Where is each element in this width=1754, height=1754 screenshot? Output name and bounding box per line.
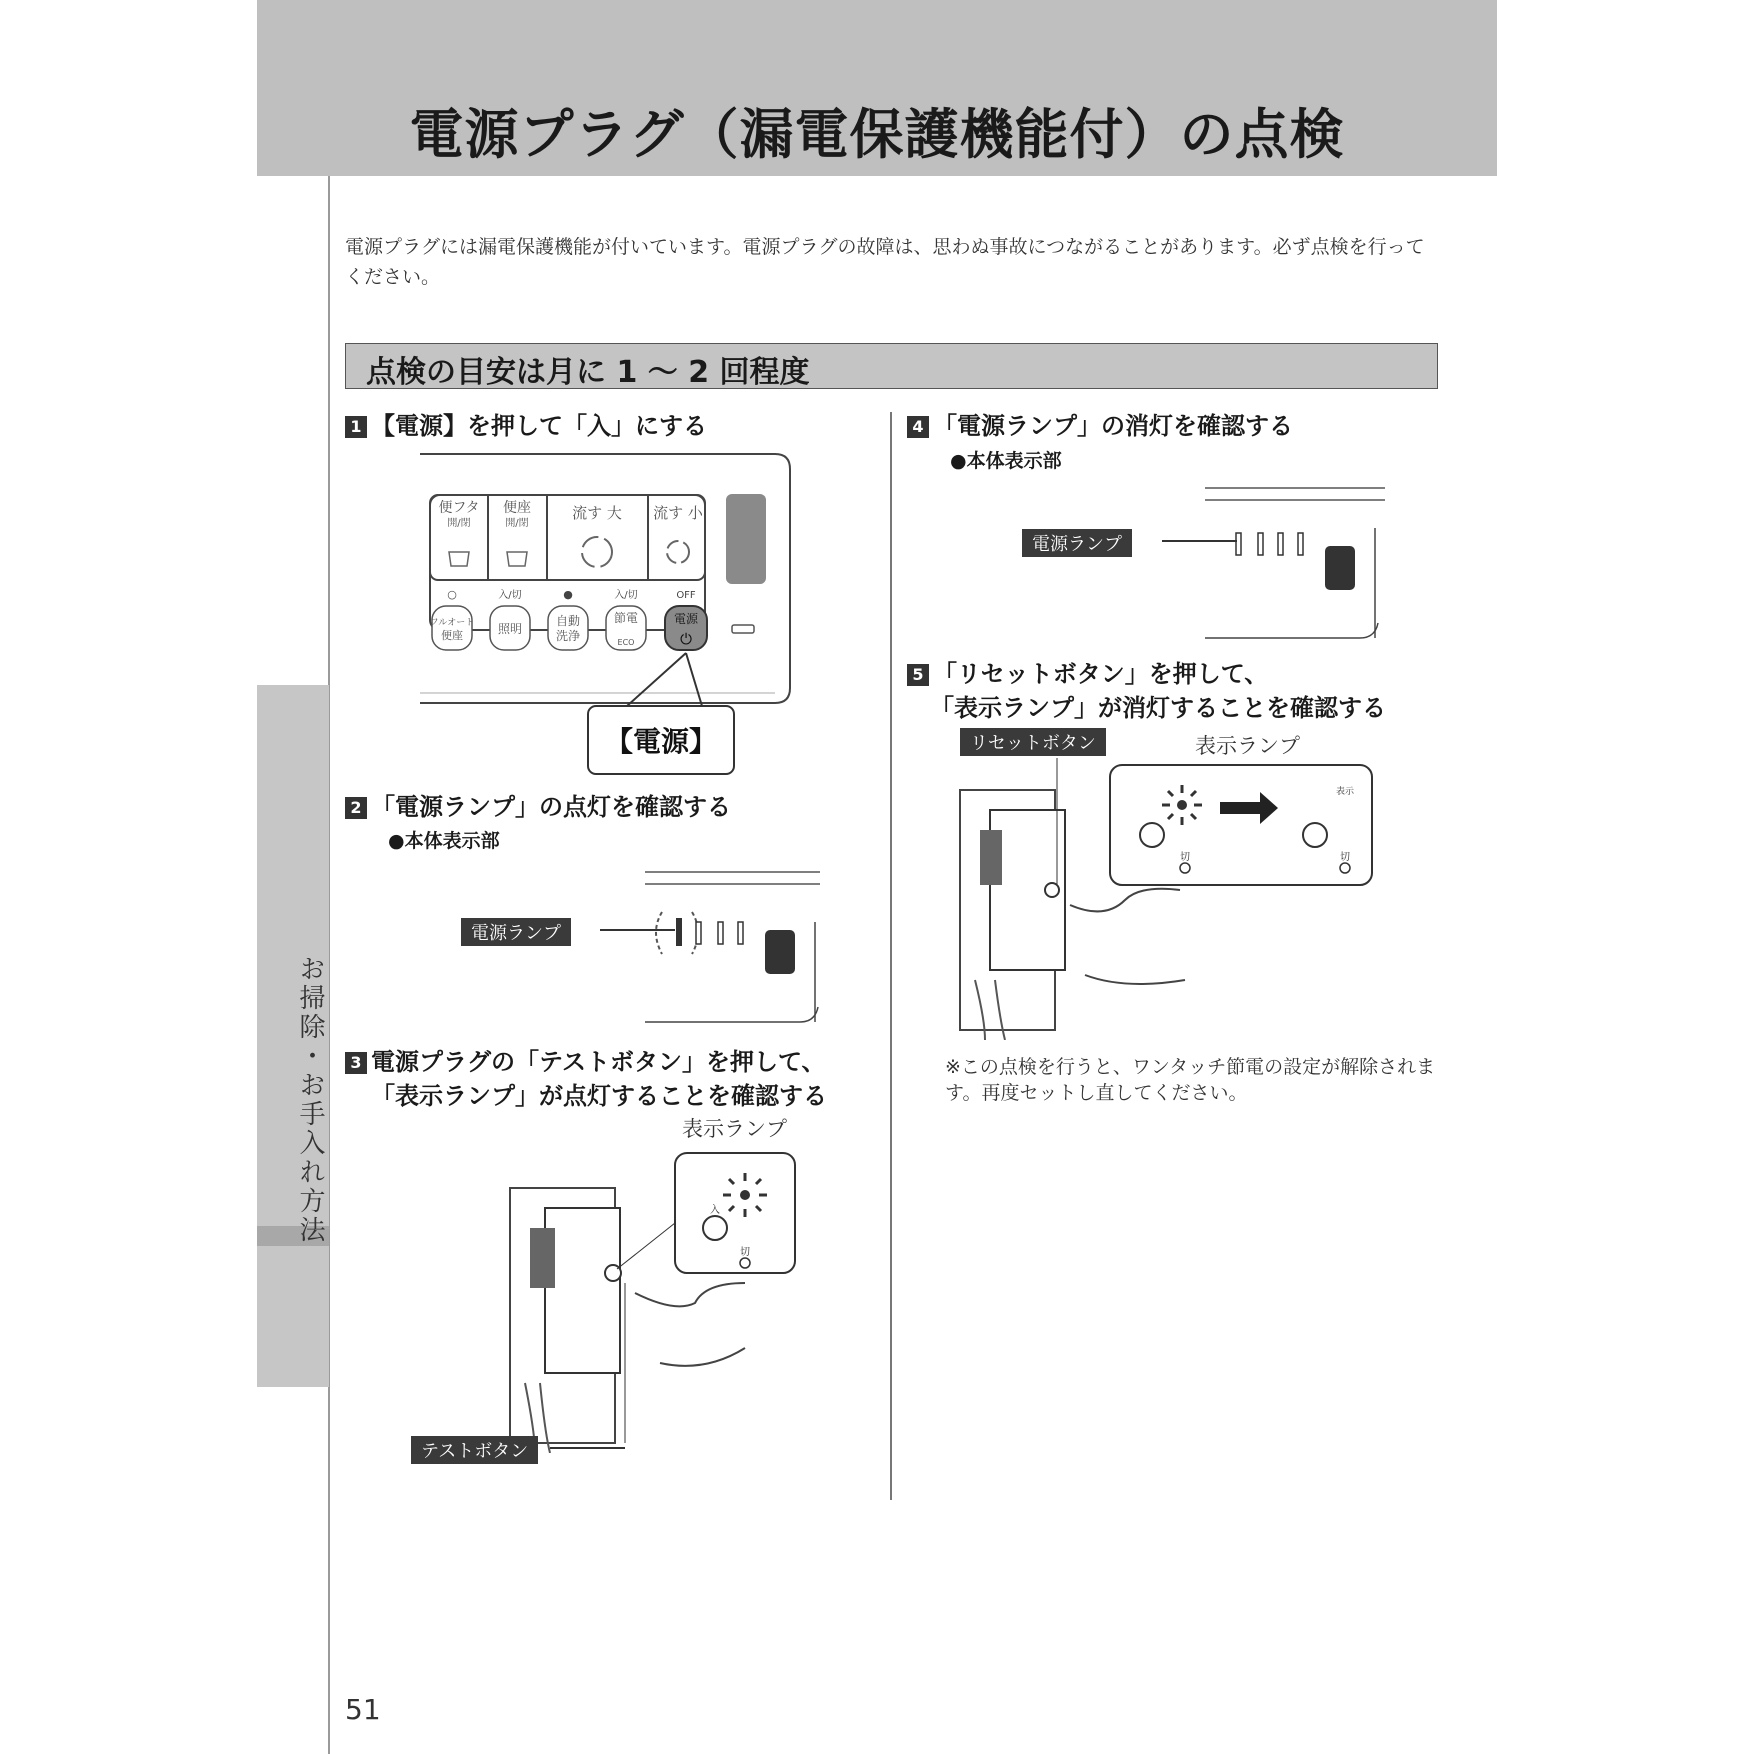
svg-text:便座: 便座: [441, 629, 463, 642]
leader-line: [1162, 540, 1237, 542]
lid-button-label[interactable]: 便フタ: [438, 500, 480, 516]
step-1-heading: [345, 409, 707, 443]
body-display-off-illustration: [1200, 478, 1385, 648]
svg-text:洗浄: 洗浄: [555, 629, 581, 643]
svg-text:入/切: 入/切: [498, 590, 522, 601]
svg-text:フルオート: フルオート: [429, 618, 475, 628]
auto-flush-button[interactable]: [548, 606, 588, 650]
svg-text:電源: 電源: [673, 612, 699, 626]
svg-text:切: 切: [1340, 852, 1350, 863]
svg-text:⏻: ⏻: [680, 630, 692, 648]
svg-text:開/閉: 開/閉: [447, 518, 471, 529]
svg-text:切: 切: [740, 1247, 750, 1258]
svg-text:節電: 節電: [613, 611, 639, 625]
step-5-heading-2: 「表示ランプ」が消灯することを確認する: [930, 694, 1386, 722]
step-2-sub: ●本体表示部: [388, 830, 500, 852]
svg-text:入/切: 入/切: [614, 590, 638, 601]
side-tab-label: お掃除・お手入れ方法: [295, 955, 325, 1245]
seat-button-label[interactable]: 便座: [503, 500, 531, 516]
step-3-heading-2: 「表示ランプ」が点灯することを確認する: [371, 1082, 827, 1110]
step-text: 【電源】を押して「入」にする: [371, 412, 707, 440]
test-button-callout: テストボタン: [411, 1436, 538, 1464]
svg-text:○: ○: [447, 588, 457, 601]
step-4-sub: ●本体表示部: [950, 450, 1062, 472]
note: ※この点検を行うと、ワンタッチ節電の設定が解除されます。再度セットし直してください。: [945, 1056, 1436, 1104]
flush-large-label[interactable]: 流す 大: [572, 504, 622, 522]
step-2-heading: 2 「電源ランプ」の点灯を確認する: [345, 790, 731, 824]
full-auto-seat-button[interactable]: [432, 606, 472, 650]
column-divider: [890, 412, 892, 1500]
page-number: 51: [345, 1693, 381, 1726]
power-callout: 【電源】: [604, 725, 718, 758]
svg-text:開/閉: 開/閉: [505, 518, 529, 529]
step-number: 1: [345, 416, 367, 438]
indicator-lamp-label-2: 表示ランプ: [1195, 734, 1300, 758]
svg-text:●: ●: [563, 588, 573, 601]
battery-icon: [732, 625, 754, 633]
svg-text:OFF: OFF: [676, 590, 696, 601]
svg-text:表示: 表示: [1335, 787, 1355, 797]
svg-text:照明: 照明: [497, 622, 523, 636]
flush-small-icon: [667, 541, 689, 563]
power-lamp-on: [676, 918, 682, 946]
svg-text:自動: 自動: [555, 614, 581, 628]
indicator-lamp-on: [740, 1190, 750, 1200]
seat-icon: [507, 552, 527, 566]
control-panel-illustration: [420, 448, 795, 778]
indicator-lamp-label: 表示ランプ: [682, 1117, 787, 1141]
body-display-on-illustration: [640, 862, 820, 1037]
step-3-heading: 3 電源プラグの「テストボタン」を押して、: [345, 1045, 826, 1079]
leader-line: [550, 1447, 625, 1449]
flush-large-icon: [582, 537, 612, 567]
power-lamp-callout-2: 電源ランプ: [1022, 529, 1132, 557]
svg-text:入: 入: [710, 1205, 720, 1216]
leader-line: [600, 929, 675, 931]
section-title: 点検の目安は月に 1 ～ 2 回程度: [366, 355, 810, 390]
step-4-heading: 4 「電源ランプ」の消灯を確認する: [907, 409, 1293, 443]
svg-text:切: 切: [1180, 852, 1190, 863]
step-5-heading: 5 「リセットボタン」を押して、: [907, 657, 1268, 691]
svg-text:ECO: ECO: [617, 638, 635, 647]
intro-paragraph: 電源プラグには漏電保護機能が付いています。電源プラグの故障は、思わぬ事故につながることがあります。必ず点検を行ってください。: [345, 236, 1425, 288]
page-title: 電源プラグ（漏電保護機能付）の点検: [409, 103, 1345, 166]
reset-button-callout: リセットボタン: [960, 728, 1106, 756]
reset-button-illustration: [955, 750, 1380, 1040]
power-lamp-callout: 電源ランプ: [461, 918, 571, 946]
power-lamp-off: [1236, 533, 1241, 555]
reset-button[interactable]: [1045, 883, 1059, 897]
lid-icon: [449, 552, 469, 566]
test-button-illustration: [505, 1143, 805, 1453]
flush-small-label[interactable]: 流す 小: [653, 504, 703, 522]
